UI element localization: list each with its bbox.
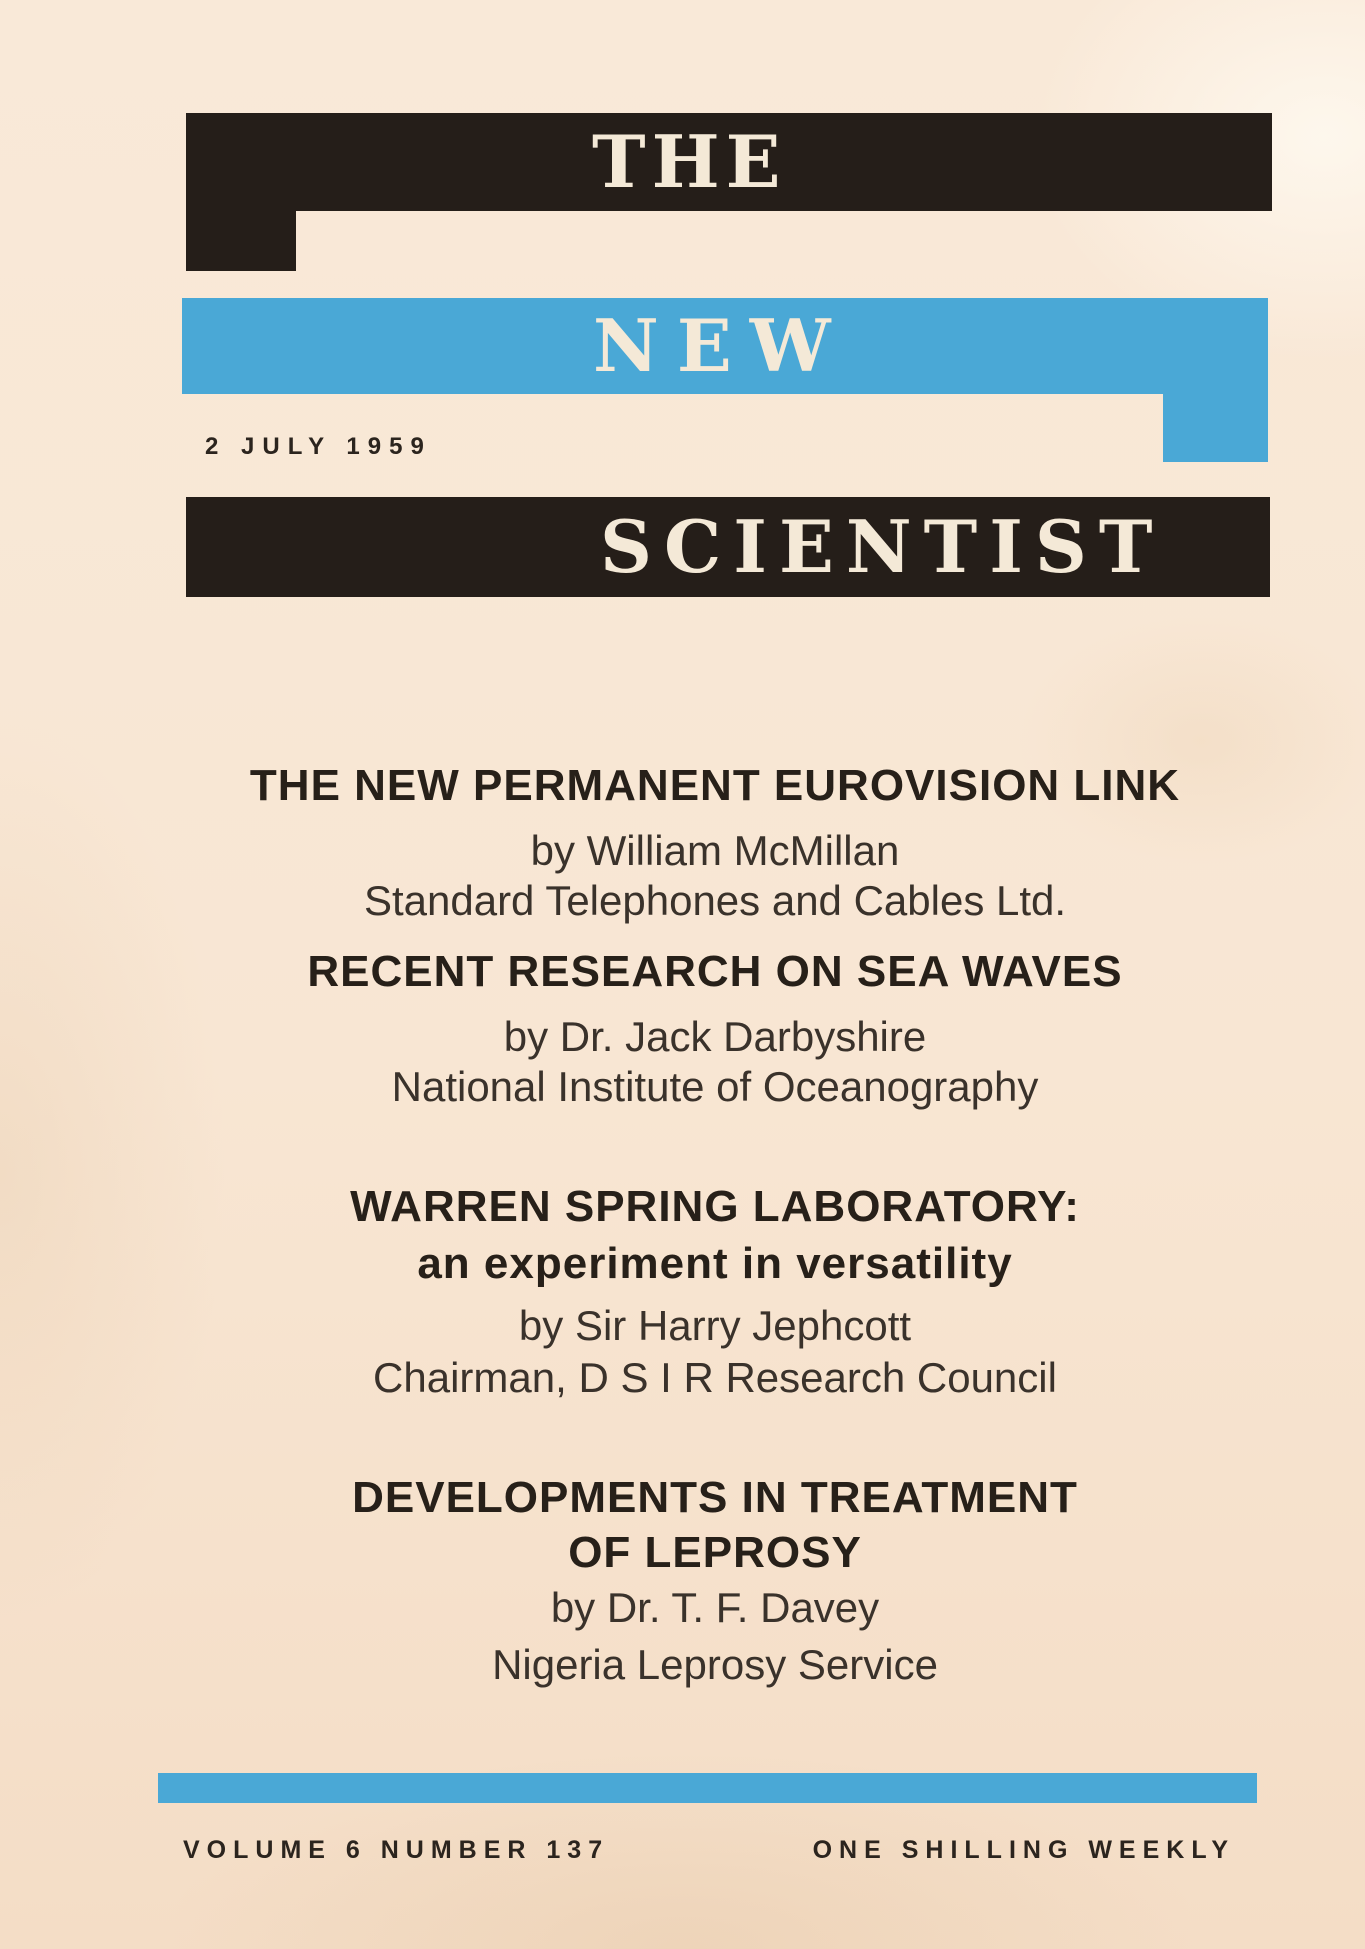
masthead-word-scientist: SCIENTIST (600, 504, 1165, 589)
article-2-byline: by Dr. Jack Darbyshire (503, 1013, 927, 1060)
masthead-bar-scientist (186, 497, 1270, 597)
masthead-bar-new-right-tab (1163, 393, 1268, 462)
article-3-affiliation: Chairman, D S I R Research Council (373, 1354, 1057, 1401)
masthead-bar-the-left-tab (186, 210, 296, 271)
footer-volume-info: VOLUME 6 NUMBER 137 (183, 1836, 610, 1864)
article-4-byline: by Dr. T. F. Davey (550, 1584, 880, 1631)
footer-price-info: ONE SHILLING WEEKLY (812, 1836, 1235, 1864)
article-1-affiliation: Standard Telephones and Cables Ltd. (363, 877, 1067, 924)
masthead-word-new: NEW (593, 303, 849, 388)
article-3-title-line-1: WARREN SPRING LABORATORY: (350, 1182, 1080, 1231)
article-1-title: THE NEW PERMANENT EUROVISION LINK (249, 761, 1181, 810)
masthead-word-the: THE (592, 119, 787, 204)
issue-date: 2 JULY 1959 (205, 433, 432, 460)
article-2-title: RECENT RESEARCH ON SEA WAVES (307, 947, 1123, 996)
masthead-bar-the (186, 113, 1272, 211)
footer-blue-rule (158, 1773, 1257, 1803)
article-4-affiliation: Nigeria Leprosy Service (492, 1641, 938, 1688)
article-3-byline: by Sir Harry Jephcott (518, 1302, 912, 1349)
article-4-title-line-1: DEVELOPMENTS IN TREATMENT (352, 1473, 1078, 1522)
article-2-affiliation: National Institute of Oceanography (391, 1063, 1039, 1110)
masthead-bar-new (182, 298, 1268, 394)
article-1-byline: by William McMillan (530, 827, 900, 874)
article-4-title-line-2: OF LEPROSY (568, 1528, 862, 1577)
article-3-title-line-2: an experiment in versatility (417, 1239, 1013, 1288)
